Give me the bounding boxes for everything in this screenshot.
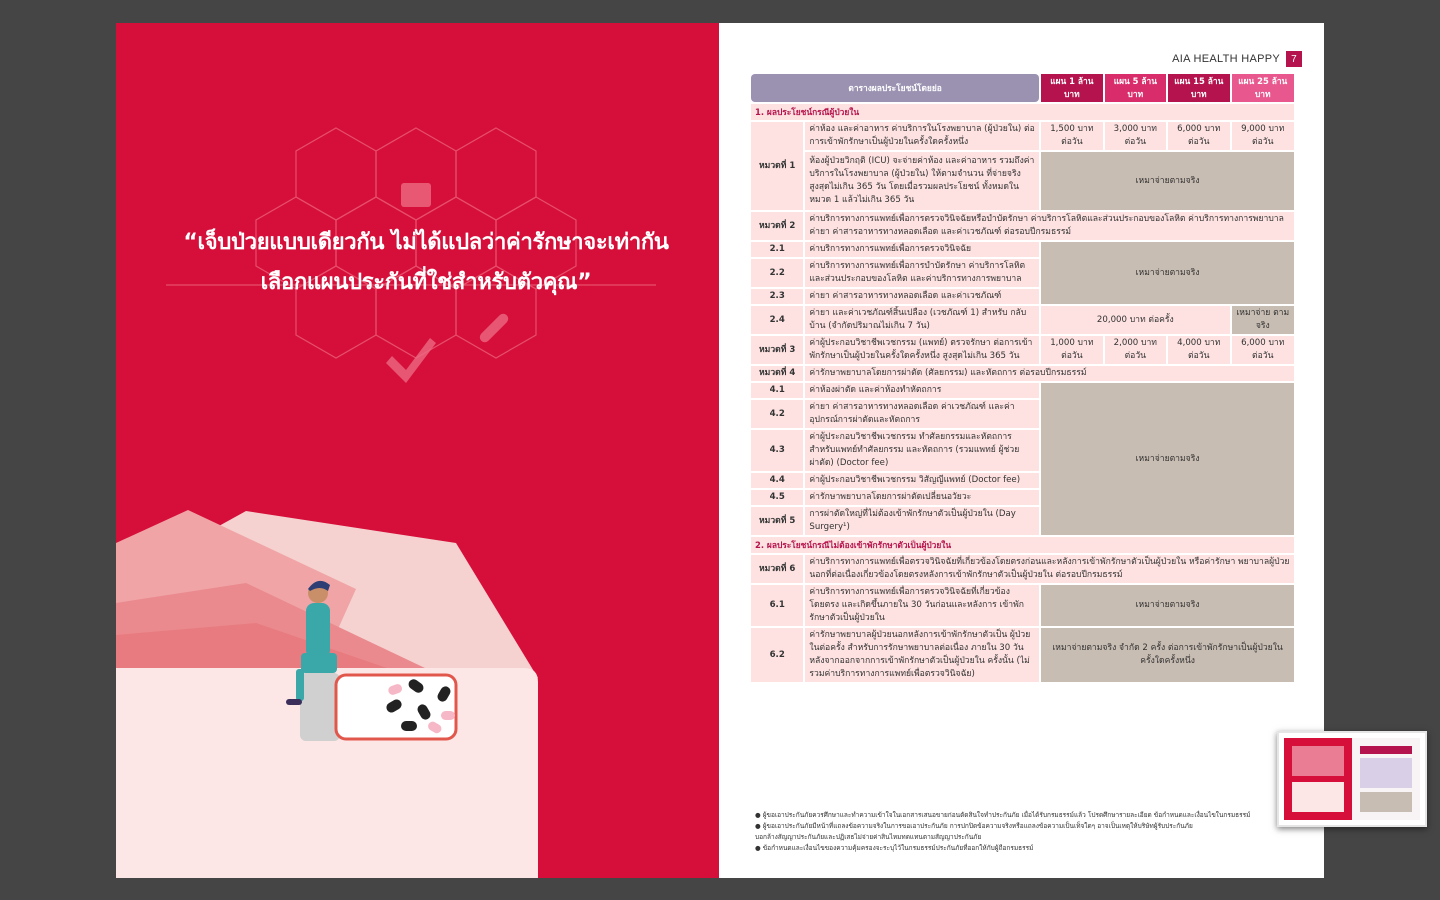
row-4-4-label: 4.4 bbox=[751, 473, 803, 488]
cell-6-1-actual: เหมาจ่ายตามจริง bbox=[1041, 585, 1294, 626]
category-5-text: การผ่าตัดใหญ่ที่ไม่ต้องเข้าพักรักษาตัวเป็นผู้ป่วยใน (Day Surgery¹) bbox=[805, 507, 1039, 535]
cell-2-4-limit: 20,000 บาท ต่อครั้ง bbox=[1041, 306, 1229, 334]
category-3-label: หมวดที่ 3 bbox=[751, 336, 803, 364]
section-2-row bbox=[751, 537, 1294, 553]
cell-6-2-actual: เหมาจ่ายตามจริง จำกัด 2 ครั้ง ต่อการเข้าพักรักษาเป็นผู้ป่วยในครั้งใดครั้งหนึ่ง bbox=[1041, 628, 1294, 682]
right-page bbox=[719, 23, 1324, 878]
category-3-text: ค่าผู้ประกอบวิชาชีพเวชกรรม (แพทย์) ตรวจรักษา ต่อการเข้าพักรักษาเป็นผู้ป่วยในครั้งใดครั้งหนึ่ง สูงสุดไม่เกิน 365 วัน bbox=[805, 336, 1039, 364]
row-4-3-label: 4.3 bbox=[751, 430, 803, 471]
cell-3-plan25: 6,000 บาท ต่อวัน bbox=[1232, 336, 1295, 364]
table-row bbox=[751, 555, 1294, 583]
row-2-4-text: ค่ายา และค่าเวชภัณฑ์สิ้นเปลือง (เวชภัณฑ์ 1) สำหรับ กลับบ้าน (จำกัดปริมาณไม่เกิน 7 วัน) bbox=[805, 306, 1039, 334]
table-row bbox=[751, 366, 1294, 381]
document-spread bbox=[116, 23, 1324, 878]
category-1-label: หมวดที่ 1 bbox=[751, 122, 803, 210]
table-row bbox=[751, 242, 1294, 257]
row-2-1-text: ค่าบริการทางการแพทย์เพื่อการตรวจวินิจฉัย bbox=[805, 242, 1039, 257]
row-6-2-label: 6.2 bbox=[751, 628, 803, 682]
cell-1a-plan1: 1,500 บาท ต่อวัน bbox=[1041, 122, 1102, 150]
category-4-label: หมวดที่ 4 bbox=[751, 366, 803, 381]
cell-4-5-actual: เหมาจ่ายตามจริง bbox=[1041, 383, 1294, 535]
left-page-illustration bbox=[116, 23, 719, 878]
category-6-text: ค่าบริการทางการแพทย์เพื่อตรวจวินิจฉัยที่เกี่ยวข้องโดยตรงก่อนและหลังการเข้าพักรักษาตัวเป็นผู้ป่วยใน หรือค่ารักษา พยาบาลผู้ป่วยนอกที่ต่อเนื่องเกี่ยวข้องโดยตรงหลังการเข้าพักรักษาตัวเป็นผู้ป่วยใน ต่อรอบปีกรมธรรม์ bbox=[805, 555, 1294, 583]
category-1a-text: ค่าห้อง และค่าอาหาร ค่าบริการในโรงพยาบาล (ผู้ป่วยใน) ต่อการเข้าพักรักษาเป็นผู้ป่วยในครั้งใดครั้งหนึ่ง bbox=[805, 122, 1039, 150]
cell-1a-plan25: 9,000 บาท ต่อวัน bbox=[1232, 122, 1295, 150]
cell-3-plan1: 1,000 บาท ต่อวัน bbox=[1041, 336, 1102, 364]
footnote: ● ข้อกำหนดและเงื่อนไขของความคุ้มครองจะระบุไว้ในกรมธรรม์ประกันภัยที่ออกให้กับผู้ถือกรมธรรม์ bbox=[755, 844, 1034, 852]
row-4-5-label: 4.5 bbox=[751, 490, 803, 505]
footnote: ● ผู้ขอเอาประกันภัยควรศึกษาและทำความเข้าใจในเอกสารเสนอขายก่อนตัดสินใจทำประกันภัย เมื่อได้รับกรมธรรม์แล้ว โปรดศึกษารายละเอียด ข้อกำหนดและเงื่อนไขในกรมธรรม์ bbox=[755, 811, 1251, 819]
row-4-4-text: ค่าผู้ประกอบวิชาชีพเวชกรรม วิสัญญีแพทย์ (Doctor fee) bbox=[805, 473, 1039, 488]
cell-2-4-plan25: เหมาจ่าย ตามจริง bbox=[1232, 306, 1295, 334]
category-5-label: หมวดที่ 5 bbox=[751, 507, 803, 535]
row-2-2-label: 2.2 bbox=[751, 259, 803, 287]
footnote: บอกล้างสัญญาประกันภัยและปฏิเสธไม่จ่ายค่าสินไหมทดแทนตามสัญญาประกันภัย bbox=[755, 833, 982, 841]
row-2-2-text: ค่าบริการทางการแพทย์เพื่อการบำบัดรักษา ค่าบริการโลหิต และส่วนประกอบของโลหิต และค่าบริการทางการพยาบาล bbox=[805, 259, 1039, 287]
cell-1b-actual: เหมาจ่ายตามจริง bbox=[1041, 152, 1294, 210]
row-4-2-label: 4.2 bbox=[751, 400, 803, 428]
cell-3-plan5: 2,000 บาท ต่อวัน bbox=[1105, 336, 1166, 364]
table-row bbox=[751, 336, 1294, 364]
footnotes bbox=[755, 810, 1300, 854]
table-row bbox=[751, 122, 1294, 150]
category-1b-text: ห้องผู้ป่วยวิกฤติ (ICU) จะจ่ายค่าห้อง และค่าอาหาร รวมถึงค่าบริการในโรงพยาบาล (ผู้ป่วยใน) ให้ตามจำนวน ที่จ่ายจริง สูงสุดไม่เกิน 365 วัน โดยเมื่อรวมผลประโยชน์ ทั้งหมดในหมวด 1 แล้วไม่เกิน 365 วัน bbox=[805, 152, 1039, 210]
category-2-label: หมวดที่ 2 bbox=[751, 212, 803, 240]
table-row bbox=[751, 212, 1294, 240]
plan-1-header: แผน 1 ล้านบาท bbox=[1041, 74, 1102, 102]
page-header bbox=[1172, 51, 1302, 67]
row-4-3-text: ค่าผู้ประกอบวิชาชีพเวชกรรม ทำศัลยกรรมและหัตถการ สำหรับแพทย์ทำศัลยกรรม และหัตถการ (รวมแพทย์ ผู้ช่วยผ่าตัด) (Doctor fee) bbox=[805, 430, 1039, 471]
row-4-2-text: ค่ายา ค่าสารอาหารทางหลอดเลือด ค่าเวชภัณฑ์ และค่าอุปกรณ์การผ่าตัดและหัตถการ bbox=[805, 400, 1039, 428]
row-6-2-text: ค่ารักษาพยาบาลผู้ป่วยนอกหลังการเข้าพักรักษาตัวเป็น ผู้ป่วยในต่อครั้ง สำหรับการรักษาพยาบาลต่อเนื่อง ภายใน 30 วันหลังจากออกจากการเข้าพักรักษาตัวเป็นผู้ป่วยใน ครั้งนั้น (ไม่รวมค่าบริการทางการแพทย์เพื่อตรวจวินิจฉัย) bbox=[805, 628, 1039, 682]
left-page bbox=[116, 23, 719, 878]
section-2-title: 2. ผลประโยชน์กรณีไม่ต้องเข้าพักรักษาตัวเป็นผู้ป่วยใน bbox=[751, 537, 1294, 553]
cell-1a-plan5: 3,000 บาท ต่อวัน bbox=[1105, 122, 1166, 150]
page-number: 7 bbox=[1286, 51, 1302, 67]
section-1-title: 1. ผลประโยชน์กรณีผู้ป่วยใน bbox=[751, 104, 1294, 120]
footnote: ● ผู้ขอเอาประกันภัยมีหน้าที่แถลงข้อความจริงในการขอเอาประกันภัย การปกปิดข้อความจริงหรือแถลงข้อความเป็นเท็จใดๆ อาจเป็นเหตุให้บริษัทผู้รับประกันภัย bbox=[755, 822, 1193, 830]
category-6-label: หมวดที่ 6 bbox=[751, 555, 803, 583]
cell-1a-plan15: 6,000 บาท ต่อวัน bbox=[1168, 122, 1229, 150]
row-4-1-label: 4.1 bbox=[751, 383, 803, 398]
row-6-1-label: 6.1 bbox=[751, 585, 803, 626]
table-row bbox=[751, 383, 1294, 398]
cell-3-plan15: 4,000 บาท ต่อวัน bbox=[1168, 336, 1229, 364]
row-6-1-text: ค่าบริการทางการแพทย์เพื่อการตรวจวินิจฉัยที่เกี่ยวข้อง โดยตรง และเกิดขึ้นภายใน 30 วันก่อนและหลังการ เข้าพักรักษาตัวเป็นผู้ป่วยใน bbox=[805, 585, 1039, 626]
cell-2-actual: เหมาจ่ายตามจริง bbox=[1041, 242, 1294, 304]
brand-title: AIA HEALTH HAPPY bbox=[1172, 53, 1280, 65]
row-2-3-label: 2.3 bbox=[751, 289, 803, 304]
benefit-table bbox=[749, 72, 1296, 684]
section-1-row bbox=[751, 104, 1294, 120]
plan-25-header: แผน 25 ล้านบาท bbox=[1232, 74, 1295, 102]
cover-quote bbox=[156, 223, 696, 303]
row-4-5-text: ค่ารักษาพยาบาลโดยการผ่าตัดเปลี่ยนอวัยวะ bbox=[805, 490, 1039, 505]
page-thumbnail[interactable] bbox=[1277, 731, 1427, 827]
plan-15-header: แผน 15 ล้านบาท bbox=[1168, 74, 1229, 102]
plan-5-header: แผน 5 ล้านบาท bbox=[1105, 74, 1166, 102]
category-2-text: ค่าบริการทางการแพทย์เพื่อการตรวจวินิจฉัยหรือบำบัดรักษา ค่าบริการโลหิตและส่วนประกอบของโลหิต ค่าบริการทางการพยาบาล ค่ายา ค่าสารอาหารทางหลอดเลือด และค่าเวชภัณฑ์ ต่อรอบปีกรมธรรม์ bbox=[805, 212, 1294, 240]
table-row bbox=[751, 306, 1294, 334]
row-2-3-text: ค่ายา ค่าสารอาหารทางหลอดเลือด และค่าเวชภัณฑ์ bbox=[805, 289, 1039, 304]
row-2-1-label: 2.1 bbox=[751, 242, 803, 257]
thumbnail-preview-icon bbox=[1284, 738, 1420, 820]
table-title: ตารางผลประโยชน์โดยย่อ bbox=[751, 74, 1039, 102]
table-row bbox=[751, 152, 1294, 210]
quote-line-1: “เจ็บป่วยแบบเดียวกัน ไม่ได้แปลว่าค่ารักษาจะเท่ากัน bbox=[183, 230, 669, 255]
row-4-1-text: ค่าห้องผ่าตัด และค่าห้องทำหัตถการ bbox=[805, 383, 1039, 398]
table-header-row bbox=[751, 74, 1294, 102]
quote-line-2: เลือกแผนประกันที่ใช่สำหรับตัวคุณ” bbox=[260, 270, 592, 295]
category-4-text: ค่ารักษาพยาบาลโดยการผ่าตัด (ศัลยกรรม) และหัตถการ ต่อรอบปีกรมธรรม์ bbox=[805, 366, 1294, 381]
table-row bbox=[751, 585, 1294, 626]
table-row bbox=[751, 628, 1294, 682]
row-2-4-label: 2.4 bbox=[751, 306, 803, 334]
